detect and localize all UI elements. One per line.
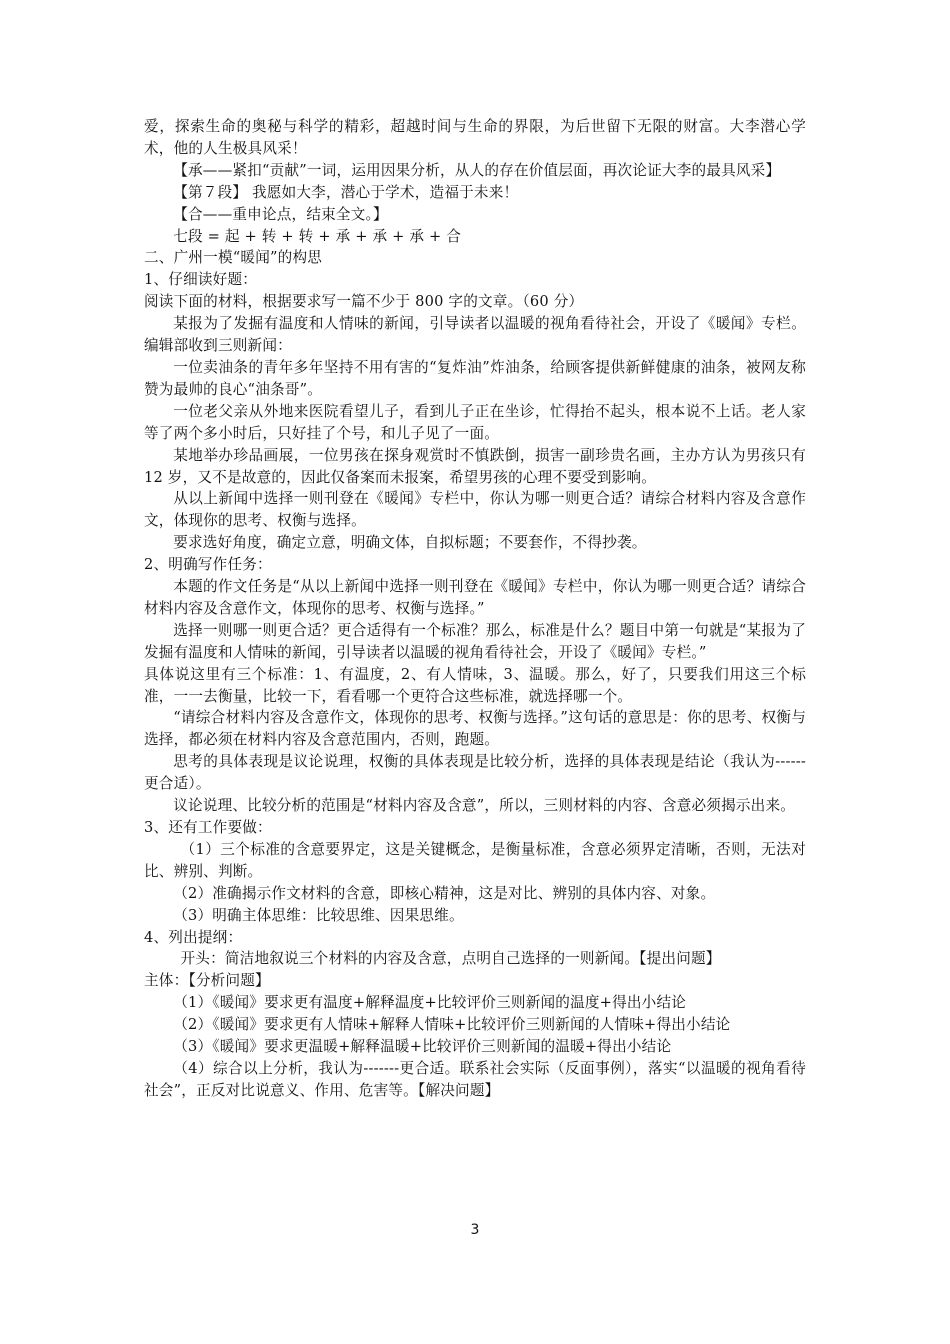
page-number: 3 xyxy=(470,1222,480,1238)
paragraph-5: 七段 = 起 + 转 + 转 + 承 + 承 + 承 + 合 xyxy=(173,227,462,245)
paragraph-12: 某地举办珍品画展，一位男孩在探身观赏时不慎跌倒，损害一副珍贵名画，主办方认为男孩只有 12 岁，又不是故意的，因此仅备案而未报案，希望男孩的心理不要受到影响。 xyxy=(144,446,806,486)
outline-item-2: （2）《暖闻》要求更有人情味+解释人情味+比较评价三则新闻的人情味+得出小结论 xyxy=(173,1016,731,1034)
paragraph-18: 具体说这里有三个标准：1、有温度，2、有人情味，3、温暖。那么，好了，只要我们用这三个标准，一一去衡量，比较一下，看看哪一个更符合这些标准，就选择哪一个。 xyxy=(144,665,806,705)
section-heading-2: 二、广州一模“暖闻”的构思 xyxy=(144,249,323,267)
paragraph-9: 某报为了发掘有温度和人情味的新闻，引导读者以温暖的视角看待社会，开设了《暖闻》专栏。编辑部收到三则新闻： xyxy=(144,315,806,355)
paragraph-28: 主体：【分析问题】 xyxy=(144,972,270,990)
paragraph-1: 爱，探索生命的奥秘与科学的精彩，超越时间与生命的界限，为后世留下无限的财富。大李潜心学术，他的人生极具风采！ xyxy=(144,118,806,157)
paragraph-21: 议论说理、比较分析的范围是“材料内容及含意”，所以，三则材料的内容、含意必须揭示出来。 xyxy=(173,797,796,815)
paragraph-13: 从以上新闻中选择一则刊登在《暖闻》专栏中，你认为哪一则更合适？请综合材料内容及含意作文，体现你的思考、权衡与选择。 xyxy=(144,490,806,530)
subheading-1: 1、仔细读好题： xyxy=(144,271,258,289)
subheading-3: 3、还有工作要做： xyxy=(144,819,272,836)
paragraph-17: 选择一则哪一则更合适？更合适得有一个标准？那么，标准是什么？题目中第一句就是“某报为了发掘有温度和人情味的新闻，引导读者以温暖的视角看待社会，开设了《暖闻》专栏。” xyxy=(144,621,806,661)
paragraph-20: 思考的具体表现是议论说理，权衡的具体表现是比较分析，选择的具体表现是结论（我认为------更合适）。 xyxy=(144,753,806,793)
paragraph-24: （2）准确揭示作文材料的含意，即核心精神，这是对比、辨别的具体内容、对象。 xyxy=(173,884,716,902)
paragraph-25: （3）明确主体思维：比较思维、因果思维。 xyxy=(173,906,464,924)
paragraph-8: 阅读下面的材料，根据要求写一篇不少于 800 字的文章。（60 分） xyxy=(144,293,584,311)
document-body xyxy=(144,116,806,1102)
paragraph-4: 【合——重申论点，结束全文。】 xyxy=(173,205,388,223)
outline-item-3: （3）《暖闻》要求更温暖+解释温暖+比较评价三则新闻的温暖+得出小结论 xyxy=(173,1038,672,1056)
paragraph-2: 【承——紧扣“贡献”一词，运用因果分析，从人的存在价值层面，再次论证大李的最具风采】 xyxy=(173,161,781,179)
outline-item-4: （4）综合以上分析，我认为-------更合适。联系社会实际（反面事例），落实“以温暖的视角看待社会”，正反对比说意义、作用、危害等。【解决问题】 xyxy=(144,1059,806,1099)
paragraph-27: 开头：简洁地叙说三个材料的内容及含意，点明自己选择的一则新闻。【提出问题】 xyxy=(180,950,721,968)
subheading-4: 4、列出提纲： xyxy=(144,928,243,946)
paragraph-11: 一位老父亲从外地来医院看望儿子，看到儿子正在坐诊，忙得抬不起头，根本说不上话。老人家等了两个多小时后，只好挂了个号，和儿子见了一面。 xyxy=(144,402,806,442)
subheading-2: 2、明确写作任务： xyxy=(144,556,272,574)
outline-item-1: （1）《暖闻》要求更有温度+解释温度+比较评价三则新闻的温度+得出小结论 xyxy=(173,994,687,1012)
paragraph-3: 【第７段】 我愿如大李，潜心于学术，造福于未来！ xyxy=(173,183,519,201)
paragraph-10: 一位卖油条的青年多年坚持不用有害的“复炸油”炸油条，给顾客提供新鲜健康的油条，被网友称赞为最帅的良心“油条哥”。 xyxy=(144,358,806,398)
paragraph-14: 要求选好角度，确定立意，明确文体，自拟标题；不要套作，不得抄袭。 xyxy=(173,534,647,552)
paragraph-23: （1）三个标准的含意要界定，这是关键概念，是衡量标准，含意必须界定清晰，否则，无法对比、辨别、判断。 xyxy=(144,840,806,880)
paragraph-19: “请综合材料内容及含意作文，体现你的思考、权衡与选择。”这句话的意思是：你的思考、权衡与选择，都必须在材料内容及含意范围内，否则，跑题。 xyxy=(144,709,806,749)
paragraph-16: 本题的作文任务是“从以上新闻中选择一则刊登在《暖闻》专栏中，你认为哪一则更合适？请综合材料内容及含意作文，体现你的思考、权衡与选择。” xyxy=(144,578,806,617)
